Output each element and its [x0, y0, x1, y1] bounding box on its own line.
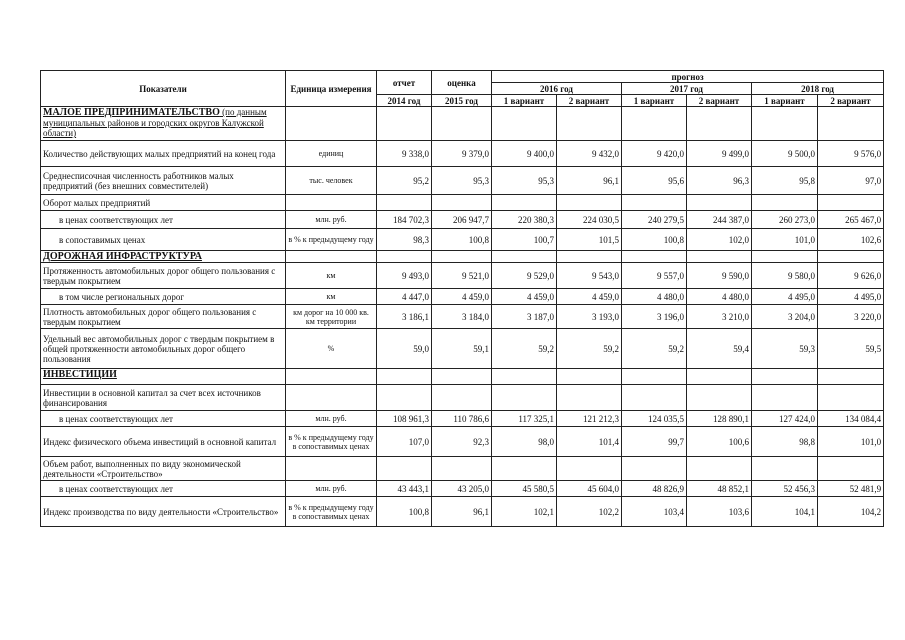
unit-cell: в % к предыдущему году: [286, 229, 377, 251]
value-cell: [752, 251, 818, 263]
value-cell: 108 961,3: [377, 411, 432, 427]
indicator-name: Среднесписочная численность работников малых предприятий (без внешних совместителей): [41, 167, 286, 195]
value-cell: 100,6: [687, 427, 752, 457]
table-row: [41, 195, 884, 211]
value-cell: 4 495,0: [818, 289, 884, 305]
value-cell: 3 220,0: [818, 305, 884, 329]
unit-cell: [286, 251, 377, 263]
value-cell: [752, 107, 818, 141]
unit-cell: тыс. человек: [286, 167, 377, 195]
indicator-name: Количество действующих малых предприятий на конец года: [41, 141, 286, 167]
value-cell: 9 379,0: [432, 141, 492, 167]
value-cell: 95,2: [377, 167, 432, 195]
value-cell: [752, 369, 818, 385]
value-cell: 59,2: [557, 329, 622, 369]
value-cell: [432, 107, 492, 141]
value-cell: [752, 195, 818, 211]
table-row: [41, 211, 884, 229]
value-cell: [377, 385, 432, 411]
col-header-report: отчет: [377, 71, 432, 95]
value-cell: 45 580,5: [492, 481, 557, 497]
value-cell: 59,3: [752, 329, 818, 369]
value-cell: [622, 385, 687, 411]
value-cell: [377, 457, 432, 481]
value-cell: 110 786,6: [432, 411, 492, 427]
value-cell: 96,1: [432, 497, 492, 527]
value-cell: 9 400,0: [492, 141, 557, 167]
value-cell: [687, 385, 752, 411]
unit-cell: млн. руб.: [286, 211, 377, 229]
value-cell: 4 459,0: [557, 289, 622, 305]
col-header-2017: 2017 год: [622, 83, 752, 95]
value-cell: 95,3: [432, 167, 492, 195]
value-cell: 104,2: [818, 497, 884, 527]
value-cell: [818, 385, 884, 411]
section-row: [41, 107, 884, 141]
value-cell: 59,0: [377, 329, 432, 369]
value-cell: 103,6: [687, 497, 752, 527]
indicator-name: Инвестиции в основной капитал за счет всех источников финансирования: [41, 385, 286, 411]
value-cell: 220 380,3: [492, 211, 557, 229]
value-cell: [432, 385, 492, 411]
table-row: [41, 289, 884, 305]
value-cell: 59,2: [492, 329, 557, 369]
indicator-name: в ценах соответствующих лет: [41, 481, 286, 497]
value-cell: 3 193,0: [557, 305, 622, 329]
indicator-name: Удельный вес автомобильных дорог с твердым покрытием в общей протяженности автомобильных дорог общего пользования: [41, 329, 286, 369]
value-cell: 101,0: [818, 427, 884, 457]
value-cell: 124 035,5: [622, 411, 687, 427]
col-header-2016-v2: 2 вариант: [557, 95, 622, 107]
value-cell: 9 500,0: [752, 141, 818, 167]
col-header-indicator: Показатели: [41, 71, 286, 107]
value-cell: 98,3: [377, 229, 432, 251]
value-cell: 59,5: [818, 329, 884, 369]
value-cell: [557, 251, 622, 263]
value-cell: 240 279,5: [622, 211, 687, 229]
section-note: (по данным муниципальных районов и городских округов Калужской области): [43, 107, 267, 138]
section-row: [41, 251, 884, 263]
value-cell: 99,7: [622, 427, 687, 457]
col-header-2017-v2: 2 вариант: [687, 95, 752, 107]
unit-cell: в % к предыдущему году в сопоставимых ценах: [286, 427, 377, 457]
col-header-2016-v1: 1 вариант: [492, 95, 557, 107]
value-cell: 3 204,0: [752, 305, 818, 329]
value-cell: [377, 107, 432, 141]
indicator-name: Объем работ, выполненных по виду экономической деятельности «Строительство»: [41, 457, 286, 481]
col-header-2018: 2018 год: [752, 83, 884, 95]
value-cell: 59,1: [432, 329, 492, 369]
indicator-name: в том числе региональных дорог: [41, 289, 286, 305]
col-header-estimate: оценка: [432, 71, 492, 95]
value-cell: [432, 251, 492, 263]
value-cell: [432, 457, 492, 481]
value-cell: 265 467,0: [818, 211, 884, 229]
table-row: [41, 167, 884, 195]
table-row: [41, 385, 884, 411]
value-cell: [687, 251, 752, 263]
value-cell: 4 480,0: [687, 289, 752, 305]
value-cell: 224 030,5: [557, 211, 622, 229]
value-cell: 184 702,3: [377, 211, 432, 229]
col-header-2018-v1: 1 вариант: [752, 95, 818, 107]
value-cell: 59,4: [687, 329, 752, 369]
indicator-name: Протяженность автомобильных дорог общего пользования с твердым покрытием: [41, 263, 286, 289]
value-cell: [687, 195, 752, 211]
value-cell: 102,0: [687, 229, 752, 251]
value-cell: 206 947,7: [432, 211, 492, 229]
unit-cell: млн. руб.: [286, 411, 377, 427]
value-cell: 100,8: [622, 229, 687, 251]
value-cell: [622, 107, 687, 141]
value-cell: [492, 457, 557, 481]
table-row: [41, 329, 884, 369]
value-cell: [752, 457, 818, 481]
col-header-unit: Единица измерения: [286, 71, 377, 107]
value-cell: 95,8: [752, 167, 818, 195]
value-cell: 59,2: [622, 329, 687, 369]
value-cell: 3 210,0: [687, 305, 752, 329]
col-header-2018-v2: 2 вариант: [818, 95, 884, 107]
value-cell: 117 325,1: [492, 411, 557, 427]
unit-cell: единиц: [286, 141, 377, 167]
col-header-2015: 2015 год: [432, 95, 492, 107]
section-row: [41, 369, 884, 385]
value-cell: 96,1: [557, 167, 622, 195]
indicator-name: Индекс производства по виду деятельности «Строительство»: [41, 497, 286, 527]
value-cell: 9 499,0: [687, 141, 752, 167]
value-cell: 9 493,0: [377, 263, 432, 289]
table-row: [41, 411, 884, 427]
value-cell: 98,8: [752, 427, 818, 457]
col-header-2016: 2016 год: [492, 83, 622, 95]
value-cell: [818, 251, 884, 263]
value-cell: [752, 385, 818, 411]
unit-cell: км: [286, 263, 377, 289]
value-cell: 100,8: [377, 497, 432, 527]
value-cell: [557, 457, 622, 481]
unit-cell: [286, 195, 377, 211]
col-header-2014: 2014 год: [377, 95, 432, 107]
value-cell: 9 420,0: [622, 141, 687, 167]
value-cell: 9 580,0: [752, 263, 818, 289]
unit-cell: км: [286, 289, 377, 305]
value-cell: 96,3: [687, 167, 752, 195]
value-cell: 48 852,1: [687, 481, 752, 497]
value-cell: 9 432,0: [557, 141, 622, 167]
table-row: [41, 427, 884, 457]
value-cell: 102,1: [492, 497, 557, 527]
value-cell: 121 212,3: [557, 411, 622, 427]
value-cell: [492, 251, 557, 263]
indicator-name: Оборот малых предприятий: [41, 195, 286, 211]
table-row: [41, 497, 884, 527]
unit-cell: млн. руб.: [286, 481, 377, 497]
indicator-name: в сопоставимых ценах: [41, 229, 286, 251]
value-cell: [687, 107, 752, 141]
value-cell: 98,0: [492, 427, 557, 457]
section-title-cell: [41, 107, 286, 141]
unit-cell: [286, 107, 377, 141]
unit-cell: км дорог на 10 000 кв. км территории: [286, 305, 377, 329]
value-cell: 128 890,1: [687, 411, 752, 427]
section-title-cell: [41, 369, 286, 385]
unit-cell: в % к предыдущему году в сопоставимых ценах: [286, 497, 377, 527]
value-cell: [622, 251, 687, 263]
value-cell: 9 626,0: [818, 263, 884, 289]
unit-cell: [286, 457, 377, 481]
value-cell: [818, 369, 884, 385]
value-cell: [687, 369, 752, 385]
indicator-name: в ценах соответствующих лет: [41, 411, 286, 427]
value-cell: [377, 251, 432, 263]
value-cell: 3 196,0: [622, 305, 687, 329]
table-row: [41, 457, 884, 481]
value-cell: 102,6: [818, 229, 884, 251]
table-row: [41, 141, 884, 167]
value-cell: [377, 195, 432, 211]
value-cell: [492, 369, 557, 385]
value-cell: 43 443,1: [377, 481, 432, 497]
value-cell: [557, 107, 622, 141]
value-cell: 9 529,0: [492, 263, 557, 289]
value-cell: 4 480,0: [622, 289, 687, 305]
value-cell: [557, 385, 622, 411]
value-cell: 102,2: [557, 497, 622, 527]
value-cell: 9 590,0: [687, 263, 752, 289]
value-cell: 9 521,0: [432, 263, 492, 289]
section-title: ИНВЕСТИЦИИ: [43, 369, 117, 380]
value-cell: [432, 369, 492, 385]
table-row: [41, 481, 884, 497]
value-cell: [492, 195, 557, 211]
value-cell: 48 826,9: [622, 481, 687, 497]
value-cell: [557, 369, 622, 385]
value-cell: 244 387,0: [687, 211, 752, 229]
value-cell: 97,0: [818, 167, 884, 195]
value-cell: [622, 457, 687, 481]
value-cell: [687, 457, 752, 481]
value-cell: 101,5: [557, 229, 622, 251]
value-cell: 3 186,1: [377, 305, 432, 329]
value-cell: 9 338,0: [377, 141, 432, 167]
section-title: ДОРОЖНАЯ ИНФРАСТРУКТУРА: [43, 251, 202, 262]
value-cell: [432, 195, 492, 211]
section-title: МАЛОЕ ПРЕДПРИНИМАТЕЛЬСТВО: [43, 107, 220, 118]
value-cell: 3 187,0: [492, 305, 557, 329]
value-cell: [492, 107, 557, 141]
value-cell: 52 481,9: [818, 481, 884, 497]
value-cell: 104,1: [752, 497, 818, 527]
value-cell: [492, 385, 557, 411]
value-cell: 4 459,0: [492, 289, 557, 305]
col-header-forecast: прогноз: [492, 71, 884, 83]
value-cell: 95,3: [492, 167, 557, 195]
table-row: [41, 229, 884, 251]
value-cell: 100,8: [432, 229, 492, 251]
indicator-name: в ценах соответствующих лет: [41, 211, 286, 229]
value-cell: 103,4: [622, 497, 687, 527]
value-cell: 101,0: [752, 229, 818, 251]
table-body: [41, 107, 884, 527]
section-title-cell: [41, 251, 286, 263]
value-cell: 92,3: [432, 427, 492, 457]
value-cell: 43 205,0: [432, 481, 492, 497]
value-cell: 9 576,0: [818, 141, 884, 167]
value-cell: 4 459,0: [432, 289, 492, 305]
value-cell: [818, 107, 884, 141]
value-cell: 9 557,0: [622, 263, 687, 289]
value-cell: [818, 195, 884, 211]
document-sheet: [40, 70, 884, 527]
unit-cell: %: [286, 329, 377, 369]
value-cell: 3 184,0: [432, 305, 492, 329]
col-header-2017-v1: 1 вариант: [622, 95, 687, 107]
value-cell: 4 447,0: [377, 289, 432, 305]
value-cell: 9 543,0: [557, 263, 622, 289]
unit-cell: [286, 369, 377, 385]
value-cell: 134 084,4: [818, 411, 884, 427]
value-cell: [557, 195, 622, 211]
value-cell: [818, 457, 884, 481]
indicator-name: Индекс физического объема инвестиций в основной капитал: [41, 427, 286, 457]
value-cell: [377, 369, 432, 385]
value-cell: 101,4: [557, 427, 622, 457]
indicator-name: Плотность автомобильных дорог общего пользования с твердым покрытием: [41, 305, 286, 329]
value-cell: 4 495,0: [752, 289, 818, 305]
value-cell: 45 604,0: [557, 481, 622, 497]
value-cell: 260 273,0: [752, 211, 818, 229]
table-row: [41, 305, 884, 329]
value-cell: 127 424,0: [752, 411, 818, 427]
value-cell: 95,6: [622, 167, 687, 195]
value-cell: 107,0: [377, 427, 432, 457]
value-cell: [622, 195, 687, 211]
unit-cell: [286, 385, 377, 411]
table-row: [41, 263, 884, 289]
indicators-table: [40, 70, 884, 527]
value-cell: 100,7: [492, 229, 557, 251]
value-cell: [622, 369, 687, 385]
value-cell: 52 456,3: [752, 481, 818, 497]
